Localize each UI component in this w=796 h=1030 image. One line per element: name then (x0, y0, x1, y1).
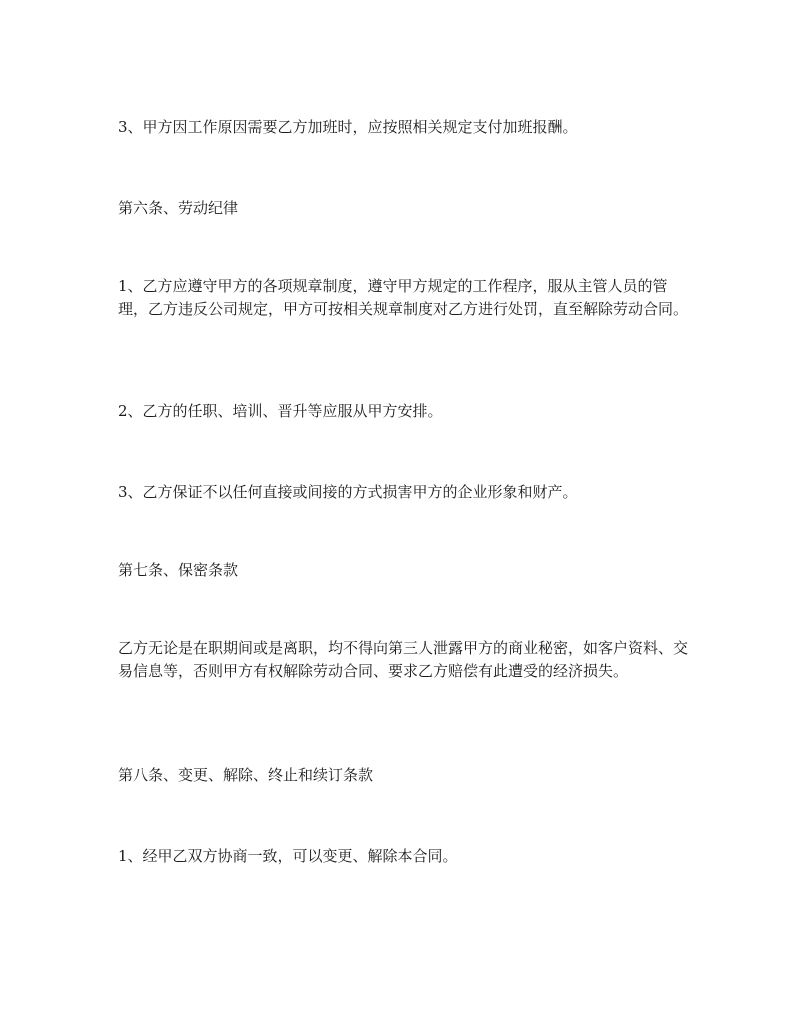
paragraph-overtime-pay: 3、甲方因工作原因需要乙方加班时，应按照相关规定支付加班报酬。 (118, 118, 578, 136)
paragraph-discipline-3: 3、乙方保证不以任何直接或间接的方式损害甲方的企业形象和财产。 (118, 483, 578, 501)
heading-article-6: 第六条、劳动纪律 (118, 199, 239, 217)
paragraph-discipline-1: 1、乙方应遵守甲方的各项规章制度，遵守甲方规定的工作程序，服从主管人员的管理，乙方违反公司规定，甲方可按相关规章制度对乙方进行处罚，直至解除劳动合同。 (118, 277, 689, 318)
paragraph-change-1: 1、经甲乙双方协商一致，可以变更、解除本合同。 (118, 847, 458, 865)
heading-article-8: 第八条、变更、解除、终止和续订条款 (118, 766, 374, 784)
heading-article-7: 第七条、保密条款 (118, 561, 239, 579)
paragraph-confidentiality: 乙方无论是在职期间或是离职，均不得向第三人泄露甲方的商业秘密，如客户资料、交易信息等，否则甲方有权解除劳动合同、要求乙方赔偿有此遭受的经济损失。 (118, 639, 689, 680)
paragraph-discipline-2: 2、乙方的任职、培训、晋升等应服从甲方安排。 (118, 402, 443, 420)
